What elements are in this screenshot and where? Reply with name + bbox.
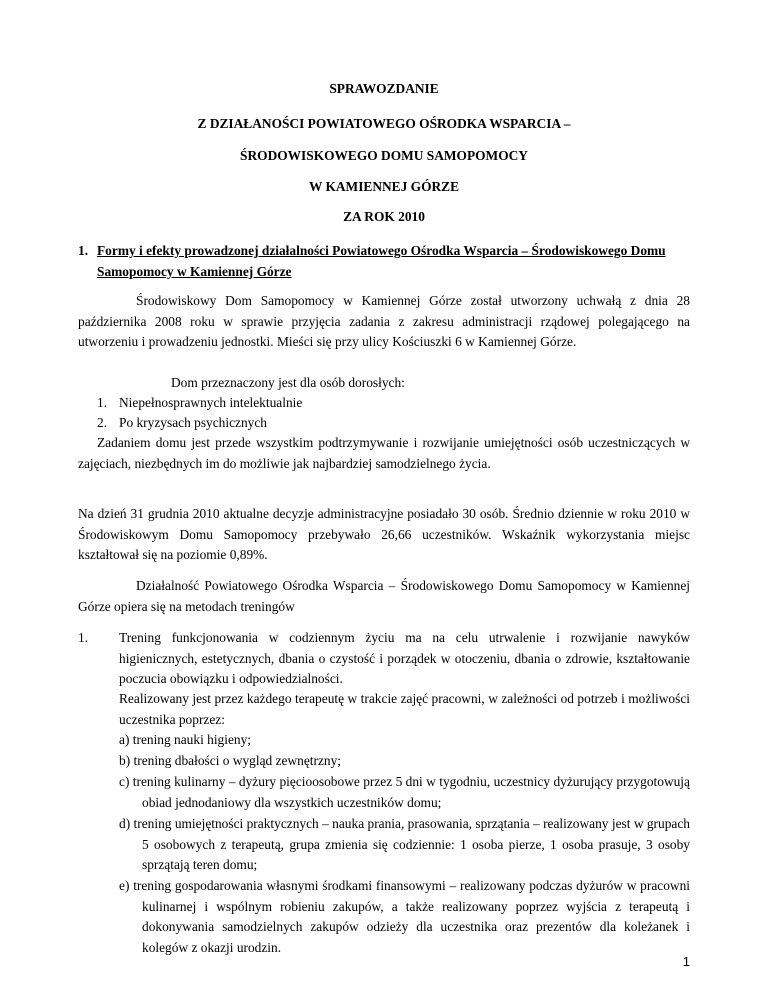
- intro-list-text: Niepełnosprawnych intelektualnie: [119, 395, 303, 410]
- title-line-4: W KAMIENNEJ GÓRZE: [308, 179, 460, 194]
- training-item-text: trening umiejętności praktycznych – nauka prania, prasowania, sprzątania – realizowany jest w grupach 5 osobowych z terapeutą, grupa zmienia się codziennie: 1 osoba pierze, 1 osoba prasuje, 3 osoby sprzątają teren domu;: [133, 816, 690, 872]
- page-number: 1: [682, 954, 690, 969]
- training-item-text: trening nauki higieny;: [132, 732, 252, 747]
- training-realization: Realizowany jest przez każdego terapeutę w trakcie zajęć pracowni, w zależności od potrzeb i możliwości uczestnika poprzez:: [119, 691, 690, 727]
- document-page: [78, 0, 690, 994]
- title-line-3: ŚRODOWISKOWEGO DOMU SAMOPOMOCY: [240, 148, 528, 163]
- intro-paragraph-2: Dom przeznaczony jest dla osób dorosłych:: [171, 375, 405, 390]
- title-line-1: SPRAWOZDANIE: [329, 81, 439, 96]
- training-number: 1.: [78, 630, 89, 645]
- section-heading-text: Formy i efekty prowadzonej działalności Powiatowego Ośrodka Wsparcia – Środowiskowego Domu Samopomocy w Kamiennej Górze: [97, 243, 666, 279]
- intro-paragraph-4: Na dzień 31 grudnia 2010 aktualne decyzje administracyjne posiadało 30 osób. Średnio dziennie w roku 2010 w Środowiskowym Domu Samopomocy przebywało 26,66 uczestników. Wskaźnik wykorzystania miejsc kształtował się na poziomie 0,89%.: [78, 506, 690, 562]
- training-item-d: [119, 814, 690, 876]
- training-item-label: d): [119, 816, 131, 831]
- training-item-label: c): [119, 774, 130, 789]
- training-item-text: trening gospodarowania własnymi środkami finansowymi – realizowany podczas dyżurów w pracowni kulinarnej i wspólnym robieniu zakupów, a także realizowany poprzez wyjścia z terapeutą i dokonywania samodzielnych zakupów odzieży dla uczestnika oraz prezentów dla koleżanek i kolegów z okazji urodzin.: [133, 878, 690, 955]
- intro-paragraph-5: Działalność Powiatowego Ośrodka Wsparcia – Środowiskowego Domu Samopomocy w Kamiennej Górze opiera się na metodach treningów: [78, 578, 690, 614]
- intro-paragraph-3: Zadaniem domu jest przede wszystkim podtrzymywanie i rozwijanie umiejętności osób uczestniczących w zajęciach, niezbędnych im do możliwie jak najbardziej samodzielnego życia.: [78, 435, 690, 471]
- section-heading-number: 1.: [78, 243, 89, 258]
- training-description: Trening funkcjonowania w codziennym życiu ma na celu utrwalenie i rozwijanie nawyków higienicznych, estetycznych, dbania o czystość i porządek w otoczeniu, dbania o zdrowie, kształtowanie poczucia obowiązku i odpowiedzialności.: [119, 630, 690, 686]
- training-item-e: [119, 876, 690, 958]
- training-item-c: [119, 772, 690, 813]
- intro-paragraph-1: Środowiskowy Dom Samopomocy w Kamiennej Górze został utworzony uchwałą z dnia 28 października 2008 roku w sprawie przyjęcia zadania z zakresu administracji rządowej polegającego na utworzeniu i prowadzeniu jednostki. Mieści się przy ulicy Kościuszki 6 w Kamiennej Górze.: [78, 293, 690, 349]
- training-item-a: [119, 730, 690, 751]
- training-item-text: trening dbałości o wygląd zewnętrzny;: [133, 753, 342, 768]
- training-item-b: [119, 751, 690, 772]
- intro-list-number: 1.: [97, 395, 108, 410]
- training-item-label: a): [119, 732, 130, 747]
- intro-list-number: 2.: [97, 415, 108, 430]
- training-item-label: e): [119, 878, 130, 893]
- title-line-2: Z DZIAŁANOŚCI POWIATOWEGO OŚRODKA WSPARCIA –: [197, 116, 571, 131]
- training-item-text: trening kulinarny – dyżury pięcioosobowe przez 5 dni w tygodniu, uczestnicy dyżurujący przygotowują obiad jednodaniowy dla wszystkich uczestników domu;: [132, 774, 690, 810]
- title-line-5: ZA ROK 2010: [343, 209, 425, 224]
- intro-list-text: Po kryzysach psychicznych: [119, 415, 267, 430]
- training-item-label: b): [119, 753, 131, 768]
